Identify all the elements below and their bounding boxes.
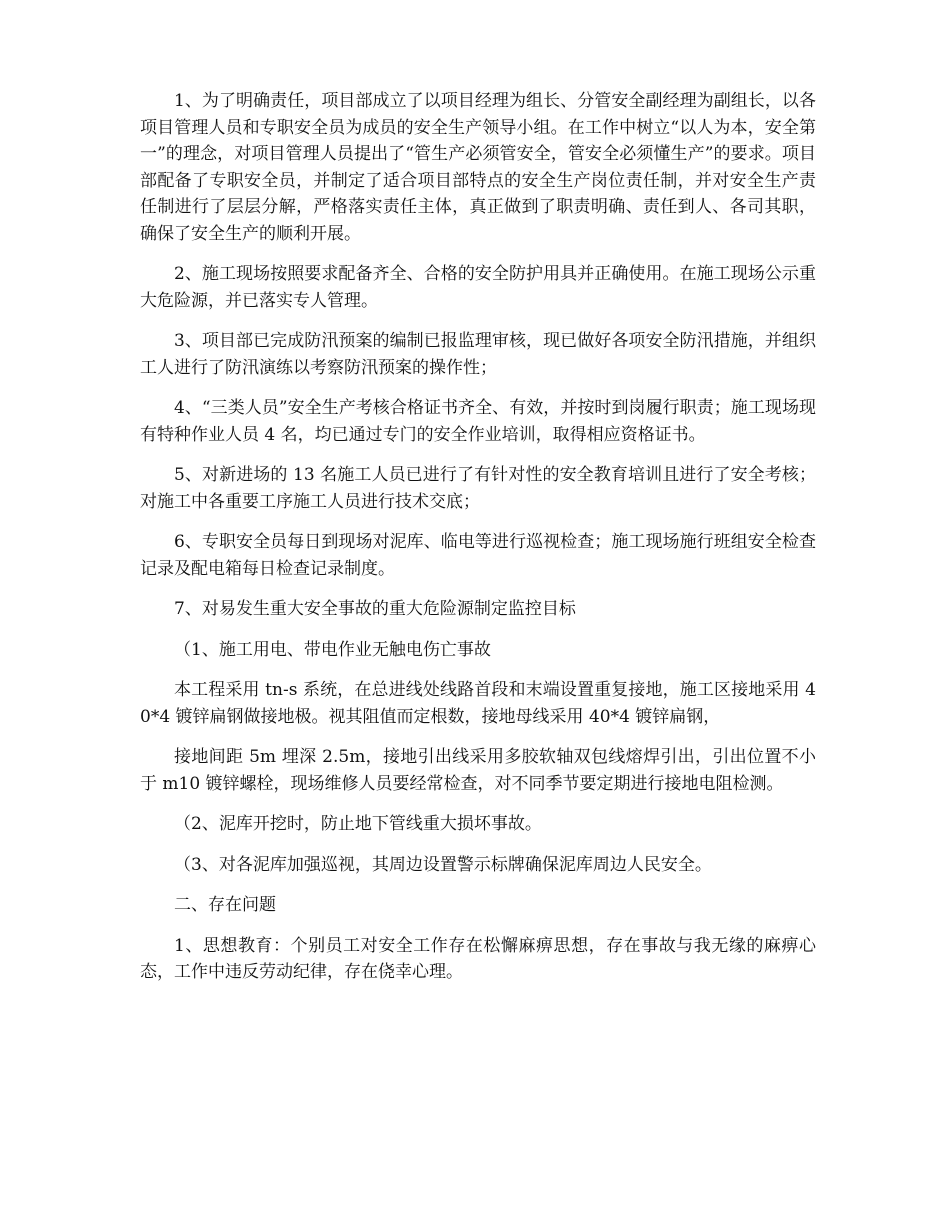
paragraph-9: 本工程采用 tn-s 系统，在总进线处线路首段和末端设置重复接地，施工区接地采用 40*4 镀锌扁钢做接地极。视其阻值而定根数，接地母线采用 40*4 镀锌扁钢，	[140, 680, 816, 727]
paragraph-6: 6、专职安全员每日到现场对泥库、临电等进行巡视检查；施工现场施行班组安全检查记录及配电箱每日检查记录制度。	[140, 532, 816, 579]
paragraph-10: 接地间距 5m 埋深 2.5m，接地引出线采用多胶软轴双包线熔焊引出，引出位置不小于 m10 镀锌螺栓，现场维修人员要经常检查，对不同季节要定期进行接地电阻检测。	[140, 747, 816, 794]
paragraph-5: 5、对新进场的 13 名施工人员已进行了有针对性的安全教育培训且进行了安全考核；对施工中各重要工序施工人员进行技术交底；	[140, 465, 816, 512]
paragraph-8: （1、施工用电、带电作业无触电伤亡事故	[174, 639, 491, 660]
paragraph-12: （3、对各泥库加强巡视，其周边设置警示标牌确保泥库周边人民安全。	[174, 854, 712, 875]
paragraph-3: 3、项目部已完成防汛预案的编制已报监理审核，现已做好各项安全防汛措施，并组织工人进行了防汛演练以考察防汛预案的操作性；	[140, 331, 816, 378]
paragraph-7: 7、对易发生重大安全事故的重大危险源制定监控目标	[174, 599, 576, 619]
document-page	[140, 88, 816, 1000]
paragraph-4: 4、“三类人员”安全生产考核合格证书齐全、有效，并按时到岗履行职责；施工现场现有特种作业人员 4 名，均已通过专门的安全作业培训，取得相应资格证书。	[140, 398, 816, 445]
paragraph-13: 1、思想教育：个别员工对安全工作存在松懈麻痹思想，存在事故与我无缘的麻痹心态，工作中违反劳动纪律，存在侥幸心理。	[140, 935, 816, 982]
paragraph-11: （2、泥库开挖时，防止地下管线重大损坏事故。	[174, 814, 542, 834]
paragraph-2: 2、施工现场按照要求配备齐全、合格的安全防护用具并正确使用。在施工现场公示重大危险源，并已落实专人管理。	[140, 264, 816, 311]
section-heading: 二、存在问题	[174, 895, 276, 915]
paragraph-1: 1、为了明确责任，项目部成立了以项目经理为组长、分管安全副经理为副组长，以各项目管理人员和专职安全员为成员的安全生产领导小组。在工作中树立“以人为本，安全第一”的理念，对项目管理人员提出了“管生产必须管安全，管安全必须懂生产”的要求。项目部配备了专职安全员，并制定了适合项目部特点的安全生产岗位责任制，并对安全生产责任制进行了层层分解，严格落实责任主体，真正做到了职责明确、责任到人、各司其职，确保了安全生产的顺利开展。	[140, 91, 816, 244]
